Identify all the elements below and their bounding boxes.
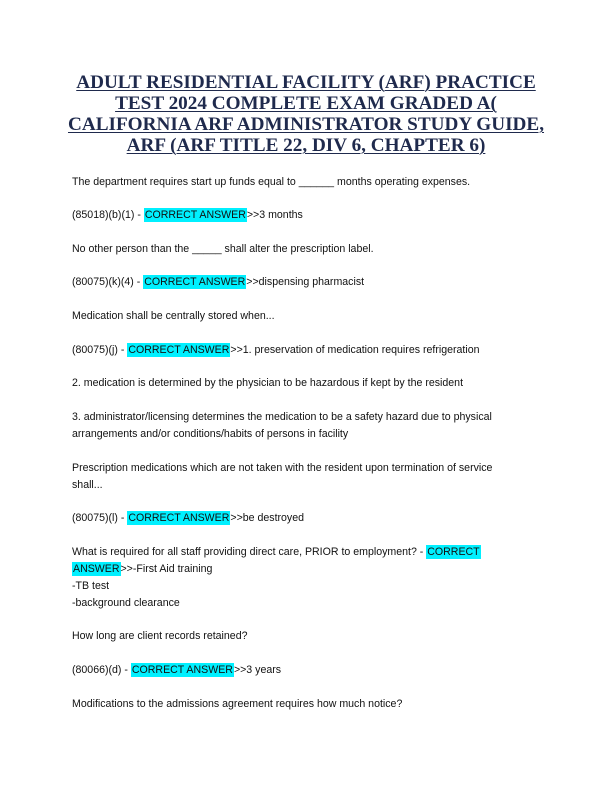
title-line-3: CALIFORNIA ARF ADMINISTRATOR STUDY GUIDE,	[67, 114, 545, 135]
question-7	[72, 696, 527, 713]
question-2-text: No other person than the _____ shall alter the prescription label.	[72, 243, 374, 255]
answer-3-item-3-line-1: 3. administrator/licensing determines the medication to be a safety hazard due to physical	[72, 411, 492, 423]
correct-answer-highlight: CORRECT ANSWER	[144, 209, 246, 221]
correct-answer-highlight-part-2: ANSWER	[73, 563, 120, 575]
answer-5-line-3: -background clearance	[72, 597, 180, 609]
answer-2-ref: (80075)(k)(4) -	[72, 276, 144, 288]
correct-answer-highlight: CORRECT ANSWER	[131, 664, 233, 676]
question-1-text: The department requires start up funds equal to ______ months operating expenses.	[72, 176, 471, 188]
correct-answer-highlight: CORRECT ANSWER	[144, 276, 246, 288]
question-4-line-2: shall...	[72, 479, 103, 491]
correct-answer-highlight-part-1: CORRECT	[427, 546, 480, 558]
answer-4-ref: (80075)(l) -	[72, 512, 128, 524]
title-line-1: ADULT RESIDENTIAL FACILITY (ARF) PRACTICE	[76, 72, 536, 93]
answer-2	[72, 274, 527, 291]
answer-1	[72, 207, 527, 224]
title-line-4: ARF (ARF TITLE 22, DIV 6, CHAPTER 6)	[126, 135, 486, 156]
answer-1-text: >>3 months	[246, 209, 303, 221]
answer-6	[72, 662, 527, 679]
answer-5-line-2: -TB test	[72, 580, 110, 592]
question-3	[72, 308, 527, 325]
question-6	[72, 628, 527, 645]
answer-3-item-3-line-2: arrangements and/or conditions/habits of persons in facility	[72, 428, 349, 440]
answer-3-text: >>1. preservation of medication requires refrigeration	[230, 344, 480, 356]
answer-4-text: >>be destroyed	[230, 512, 305, 524]
document-title	[60, 72, 552, 156]
question-4-line-1: Prescription medications which are not taken with the resident upon termination of service	[72, 462, 493, 474]
question-3-text: Medication shall be centrally stored when...	[72, 310, 275, 322]
question-2	[72, 241, 527, 258]
question-6-text: How long are client records retained?	[72, 630, 248, 642]
answer-5-line-1: >>-First Aid training	[120, 563, 213, 575]
answer-3-item-3	[72, 409, 527, 443]
answer-6-text: >>3 years	[233, 664, 282, 676]
answer-3-item-2-text: 2. medication is determined by the physician to be hazardous if kept by the resident	[72, 377, 464, 389]
question-7-text: Modifications to the admissions agreement requires how much notice?	[72, 698, 403, 710]
answer-2-text: >>dispensing pharmacist	[246, 276, 365, 288]
question-5	[72, 544, 527, 612]
answer-3-ref: (80075)(j) -	[72, 344, 128, 356]
question-1	[72, 174, 527, 191]
question-5-text: What is required for all staff providing direct care, PRIOR to employment? -	[72, 546, 427, 558]
answer-3-item-2	[72, 375, 527, 392]
answer-6-ref: (80066)(d) -	[72, 664, 131, 676]
answer-3	[72, 342, 527, 359]
title-line-2: TEST 2024 COMPLETE EXAM GRADED A(	[115, 93, 497, 114]
correct-answer-highlight: CORRECT ANSWER	[128, 512, 230, 524]
correct-answer-highlight: CORRECT ANSWER	[128, 344, 230, 356]
question-4	[72, 460, 527, 494]
answer-4	[72, 510, 527, 527]
answer-1-ref: (85018)(b)(1) -	[72, 209, 144, 221]
